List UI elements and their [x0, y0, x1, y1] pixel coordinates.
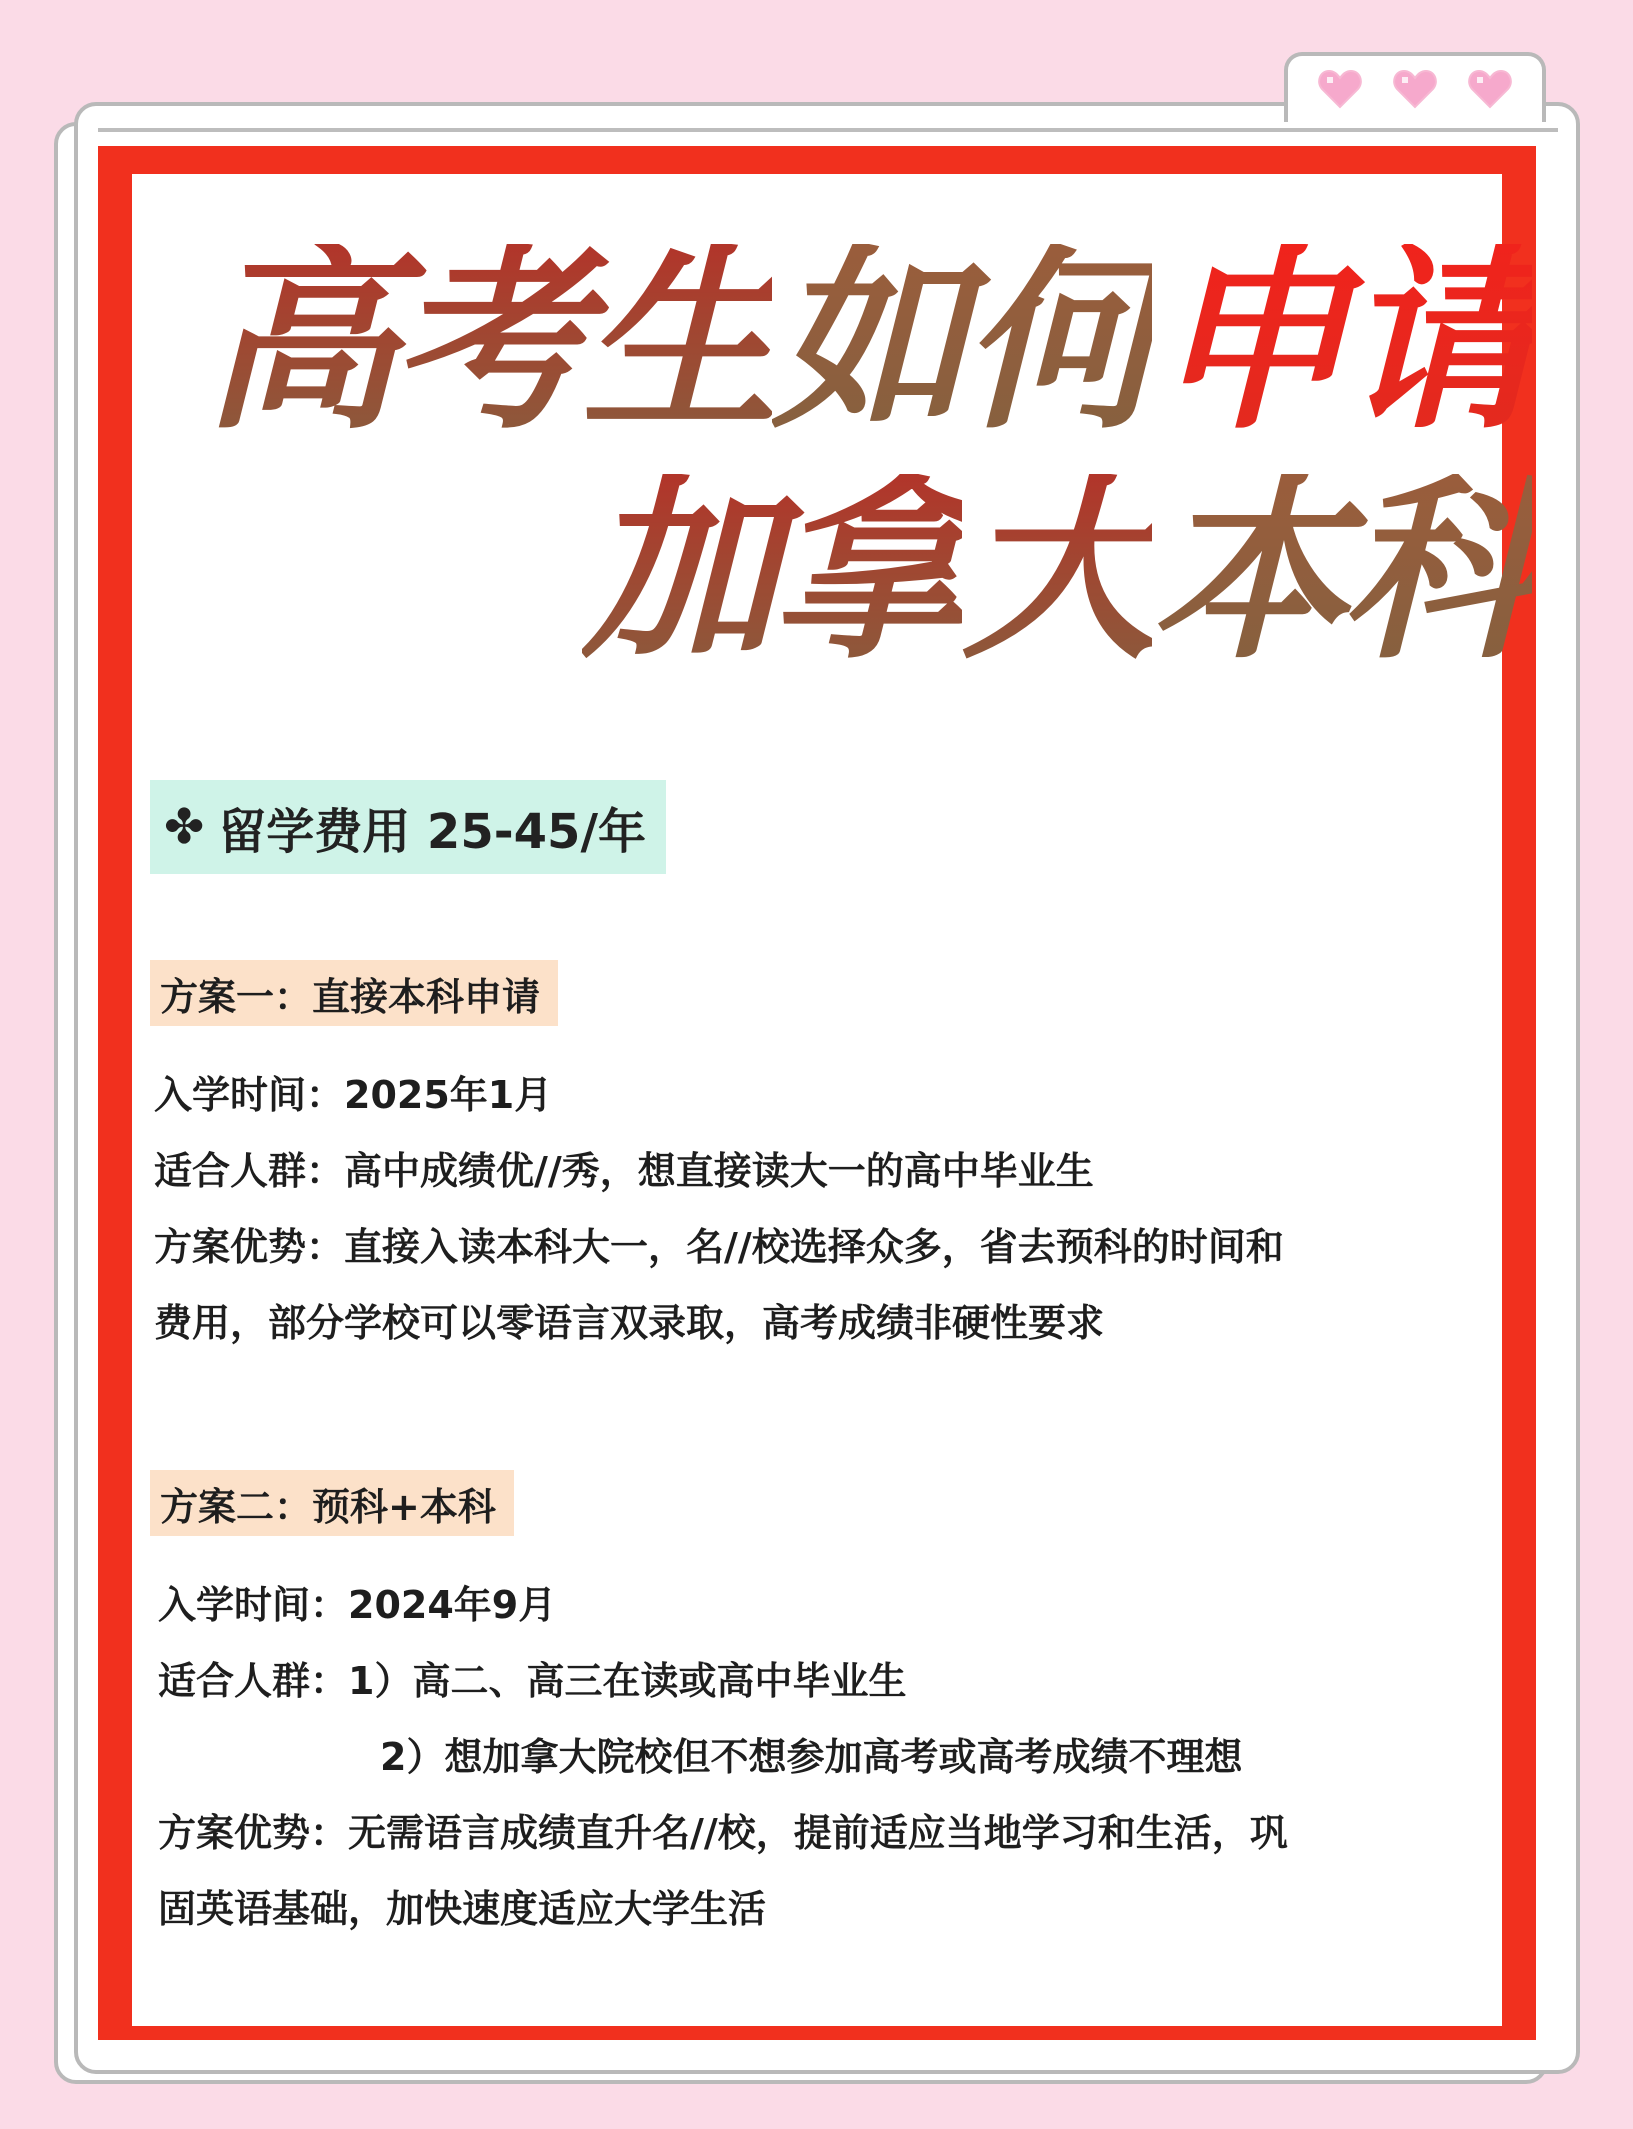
red-frame: [98, 146, 1536, 2040]
heart-icon: [1468, 69, 1512, 109]
fee-highlight: [150, 780, 666, 874]
plan1-line: 适合人群：高中成绩优//秀，想直接读大一的高中毕业生: [154, 1149, 1094, 1193]
hearts-tab: [1284, 52, 1546, 122]
plan1-label: 方案一：直接本科申请: [150, 960, 558, 1026]
title-segment: 本科: [1152, 458, 1533, 686]
title-segment: 申请: [1152, 228, 1533, 456]
title-segment: 高考生: [202, 228, 773, 456]
heart-icon: [1318, 69, 1362, 109]
plan1-line: 入学时间：2025年1月: [154, 1073, 553, 1117]
plan2-line: 2）想加拿大院校但不想参加高考或高考成绩不理想: [380, 1735, 1243, 1779]
plan2-line: 固英语基础，加快速度适应大学生活: [158, 1887, 767, 1931]
content-area: [132, 174, 1533, 2026]
heart-icon: [1393, 69, 1437, 109]
plan2-line: 入学时间：2024年9月: [158, 1583, 557, 1627]
clover-icon: ✤: [164, 799, 205, 855]
title-line-2: [582, 458, 1533, 686]
title-segment: 加拿: [582, 458, 963, 686]
top-inner-divider: [98, 128, 1558, 132]
title-segment: 如何: [772, 228, 1153, 456]
plan1-line: 方案优势：直接入读本科大一，名//校选择众多，省去预科的时间和: [154, 1225, 1284, 1269]
title-line-1: [202, 228, 1533, 456]
title-segment: 大: [962, 458, 1153, 686]
plan2-line: 方案优势：无需语言成绩直升名//校，提前适应当地学习和生活，巩: [158, 1811, 1288, 1855]
fee-text: 留学费用 25-45/年: [218, 803, 646, 860]
plan2-line: 适合人群：1）高二、高三在读或高中毕业生: [158, 1659, 907, 1703]
plan1-line: 费用，部分学校可以零语言双录取，高考成绩非硬性要求: [154, 1301, 1105, 1345]
plan2-label: 方案二：预科+本科: [150, 1470, 514, 1536]
